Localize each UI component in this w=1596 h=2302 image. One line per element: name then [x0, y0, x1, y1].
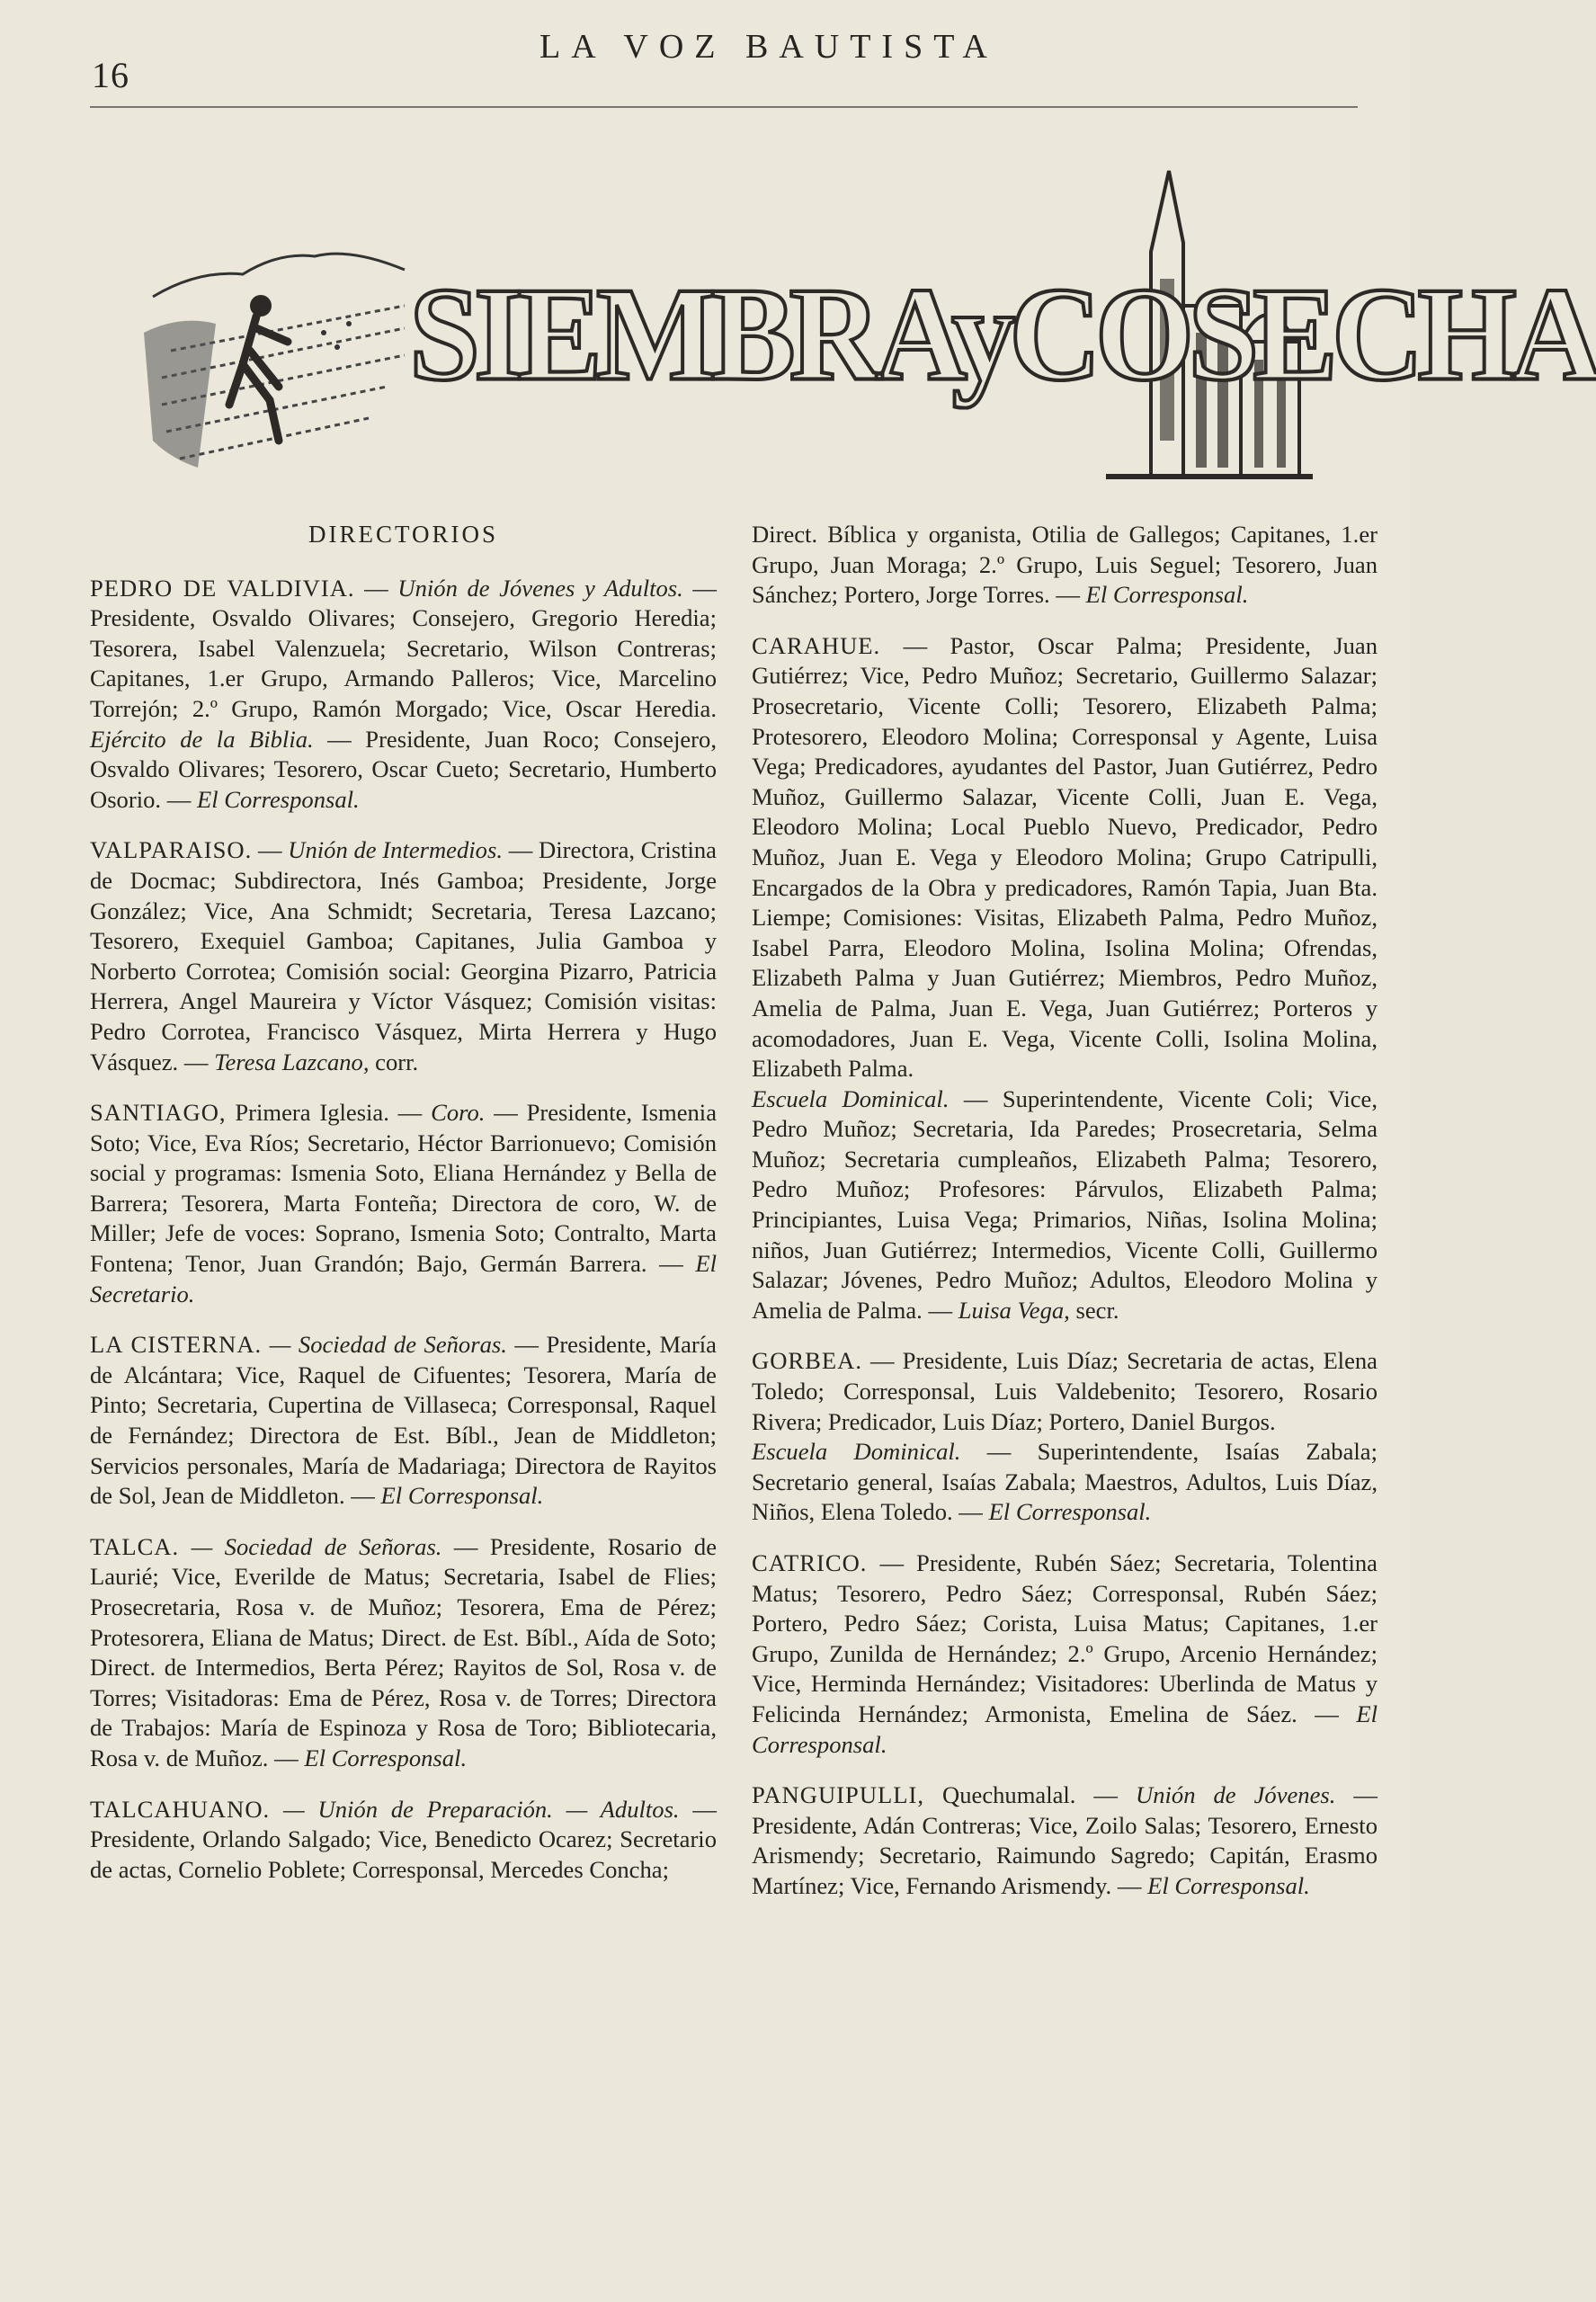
group-name: — Unión de Preparación. — Adultos.: [283, 1795, 680, 1823]
group-name: Escuela Dominical.: [752, 1438, 961, 1466]
place-name: CATRICO.: [752, 1549, 868, 1576]
group-name: Ejército de la Biblia.: [90, 725, 314, 753]
signature: El Corresponsal.: [380, 1482, 544, 1510]
entry-text: — Presidente, Orlando Salgado; Vice, Benedicto Ocarez; Secretario de actas, Cornelio Poblete; Corresponsal, Mercedes Concha;: [90, 1795, 718, 1883]
place-suffix: Primera Iglesia. —: [235, 1099, 423, 1127]
entry-text: — Presidente, Luis Díaz; Secretaria de actas, Elena Toledo; Corresponsal, Luis Valdebenito; Tesorero, Rosario Rivera; Predicador, Luis Díaz; Portero, Daniel Burgos.: [752, 1347, 1378, 1435]
right-column: [752, 520, 1378, 1923]
place-name: VALPARAISO.: [90, 836, 253, 864]
signature-suffix: corr.: [375, 1048, 419, 1075]
group-name: Coro.: [431, 1099, 486, 1127]
signature: El Corresponsal.: [1147, 1871, 1310, 1899]
entry-talcahuano-continued: [752, 520, 1378, 611]
signature: El Corresponsal.: [988, 1498, 1152, 1526]
entry-text: — Superintendente, Vicente Coli; Vice, Pedro Muñoz; Secretaria, Ida Paredes; Prosecretaria, Selma Muñoz; Secretaria cumpleaños, Elizabeth Palma; Tesorero, Pedro Muñoz; Profesores: Párvulos, Elizabeth Palma; Principiantes, Luisa Vega; Primarios, Niñas, Isolina Molina; niños, Juan Gutiérrez; Intermedios, Vicente Colli, Guillermo Salazar; Jóvenes, Pedro Muñoz; Adultos, Eleodoro Molina y Amelia de Palma. —: [752, 1084, 1378, 1324]
signature: El Corresponsal.: [196, 785, 360, 813]
place-name: TALCA.: [90, 1532, 180, 1560]
entry-catrico: [752, 1548, 1378, 1760]
entry-pedro-de-valdivia: PEDRO DE VALDIVIA. — Unión de Jóvenes y Adultos. — Presidente, Osvaldo Olivares; Consejero, Gregorio Heredia; Tesorera, Isabel Valenzuela; Secretario, Wilson Contreras; Capitanes, 1.er Grupo, Armando Palleros; Vice, Marcelino Torrejón; 2.º Grupo, Ramón Morgado; Vice, Oscar Heredia. Ejército de la Biblia. — Presidente, Juan Roco; Consejero, Osvaldo Olivares; Tesorero, Oscar Cueto; Secretario, Humberto Osorio. — El Corresponsal.: [90, 574, 717, 813]
place-name: TALCAHUANO.: [90, 1795, 271, 1823]
group-name: Unión de Jóvenes.: [1136, 1781, 1336, 1809]
place-name: CARAHUE.: [752, 631, 881, 659]
page-number: 16: [92, 55, 129, 95]
group-name: Unión de Jóvenes y Adultos.: [397, 574, 683, 602]
signature: El Corresponsal.: [752, 1700, 1378, 1758]
entry-gorbea: [752, 1346, 1378, 1528]
signature: Teresa Lazcano,: [214, 1048, 370, 1075]
entry-talcahuano: [90, 1795, 717, 1886]
section-banner: [144, 171, 1596, 486]
entry-text: — Presidente, Adán Contreras; Vice, Zoilo Salas; Tesorero, Ernesto Arismendy; Secretario, Raimundo Sagredo; Capitán, Erasmo Martínez; Vice, Fernando Arismendy. —: [752, 1781, 1378, 1899]
entry-text: Direct. Bíblica y organista, Otilia de Gallegos; Capitanes, 1.er Grupo, Juan Moraga; 2.º Grupo, Luis Seguel; Tesorero, Juan Sánchez; Portero, Jorge Torres. —: [752, 521, 1378, 609]
entry-text: — Superintendente, Isaías Zabala; Secretario general, Isaías Zabala; Maestros, Adultos, Luis Díaz, Niños, Elena Toledo. —: [752, 1438, 1378, 1526]
entry-text: — Presidente, Rubén Sáez; Secretaria, Tolentina Matus; Tesorero, Pedro Sáez; Corresponsal, Rubén Sáez; Portero, Pedro Sáez; Corista, Luisa Matus; Capitanes, 1.er Grupo, Zunilda de Hernández; 2.º Grupo, Arcenio Hernández; Vice, Herminda Hernández; Visitadores: Uberlinda de Matus y Felicinda Hernández; Armonista, Emelina de Sáez. —: [752, 1549, 1378, 1727]
entry-text: — Presidente, Juan Roco; Consejero, Osvaldo Olivares; Tesorero, Oscar Cueto; Secretario, Humberto Osorio. —: [90, 725, 717, 813]
signature-suffix: secr.: [1075, 1296, 1119, 1324]
place-name: PANGUIPULLI,: [752, 1781, 925, 1809]
entry-la-cisterna: [90, 1330, 717, 1512]
place-name: SANTIAGO,: [90, 1099, 227, 1127]
group-name: — Sociedad de Señoras.: [191, 1532, 442, 1560]
group-name: Unión de Intermedios.: [288, 836, 503, 864]
signature: Luisa Vega,: [958, 1296, 1070, 1324]
group-name: — Sociedad de Señoras.: [269, 1331, 507, 1359]
entry-text: — Pastor, Oscar Palma; Presidente, Juan Gutiérrez; Vice, Pedro Muñoz; Secretario, Guillermo Salazar; Prosecretario, Vicente Colli; Tesorero, Elizabeth Palma; Protesorero, Eleodoro Molina; Corresponsal y Agente, Luisa Vega; Predicadores, ayudantes del Pastor, Juan Gutiérrez, Pedro Muñoz, Guillermo Salazar, Vicente Colli, Juan E. Vega, Eleodoro Molina; Local Pueblo Nuevo, Predicador, Pedro Muñoz, Juan E. Vega y Eleodoro Molina; Grupo Catripulli, Encargados de la Obra y predicadores, Ramón Tapia, Juan Bta. Liempe; Comisiones: Visitas, Elizabeth Palma, Pedro Muñoz, Isabel Parra, Eleodoro Molina, Isolina Molina; Ofrendas, Elizabeth Palma y Juan Gutiérrez; Miembros, Pedro Muñoz, Amelia de Palma, Juan E. Vega, Juan Gutiérrez; Porteros y acomodadores, Juan E. Vega, Vicente Colli, Isolina Molina, Elizabeth Palma.: [752, 631, 1378, 1083]
left-column: [90, 520, 717, 1905]
place-name: GORBEA.: [752, 1347, 862, 1375]
place-name: LA CISTERNA.: [90, 1331, 263, 1359]
entry-valparaiso: VALPARAISO. — Unión de Intermedios. — Directora, Cristina de Docmac; Subdirectora, Inés Gamboa; Presidente, Jorge González; Vice, Ana Schmidt; Secretaria, Teresa Lazcano; Tesorero, Exequiel Gamboa; Capitanes, Julia Gamboa y Norberto Corrotea; Comisión social: Georgina Pizarro, Patricia Herrera, Angel Maureira y Víctor Vásquez; Comisión visitas: Pedro Corrotea, Francisco Vásquez, Mirta Herrera y Hugo Vásquez. — Teresa Lazcano, corr.: [90, 836, 717, 1075]
entry-text: — Directora, Cristina de Docmac; Subdirectora, Inés Gamboa; Presidente, Jorge González; Vice, Ana Schmidt; Secretaria, Teresa Lazcano; Tesorero, Exequiel Gamboa; Capitanes, Julia Gamboa y Norberto Corrotea; Comisión social: Georgina Pizarro, Patricia Herrera, Angel Maureira y Víctor Vásquez; Comisión visitas: Pedro Corrotea, Francisco Vásquez, Mirta Herrera y Hugo Vásquez. —: [90, 836, 717, 1075]
farmer-field-illustration: [144, 171, 414, 486]
entry-text: — Presidente, María de Alcántara; Vice, Raquel de Cifuentes; Tesorera, María de Pinto; Secretaria, Cupertina de Villaseca; Corresponsal, Raquel de Fernández; Directora de Est. Bíbl., Jean de Middleton; Servicios personales, María de Madariaga; Directora de Rayitos de Sol, Jean de Middleton. —: [90, 1331, 717, 1510]
signature: El Corresponsal.: [1085, 581, 1249, 609]
entry-talca: [90, 1532, 717, 1774]
entry-text: — Presidente, Rosario de Laurié; Vice, Everilde de Matus; Secretaria, Isabel de Flies; Prosecretaria, Rosa v. de Muñoz; Tesorera, Ema de Pérez; Protesorera, Eliana de Matus; Direct. de Est. Bíbl., Aída de Soto; Direct. de Intermedios, Berta Pérez; Rayitos de Sol, Rosa v. de Torres; Visitadoras: Ema de Pérez, Rosa v. de Torres; Directora de Trabajos: María de Espinoza y Rosa de Toro; Bibliotecaria, Rosa v. de Muñoz. —: [90, 1532, 718, 1771]
entry-text: — Presidente, Osvaldo Olivares; Consejero, Gregorio Heredia; Tesorera, Isabel Valenzuela; Secretario, Wilson Contreras; Capitanes, 1.er Grupo, Armando Palleros; Vice, Marcelino Torrejón; 2.º Grupo, Ramón Morgado; Vice, Oscar Heredia.: [90, 574, 717, 722]
banner-title: SIEMBRAyCOSECHA: [409, 259, 1596, 409]
group-name: Escuela Dominical.: [752, 1084, 950, 1112]
signature: El Secretario.: [90, 1250, 717, 1307]
signature: El Corresponsal.: [304, 1744, 468, 1771]
section-heading: DIRECTORIOS: [308, 521, 499, 548]
place-suffix: Quechumalal. —: [942, 1781, 1119, 1809]
entry-panguipulli: [752, 1780, 1378, 1901]
entry-santiago: [90, 1098, 717, 1309]
entry-carahue: [752, 631, 1378, 1326]
publication-title: LA VOZ BAUTISTA: [539, 28, 998, 66]
header-rule: [90, 106, 1358, 108]
place-name: PEDRO DE VALDIVIA.: [90, 574, 355, 602]
entry-text: — Presidente, Ismenia Soto; Vice, Eva Ríos; Secretario, Héctor Barrionuevo; Comisión social y programas: Ismenia Soto, Eliana Hernández y Bella de Barrera; Tesorera, Marta Fonteña; Directora de coro, W. de Miller; Jefe de voces: Soprano, Ismenia Soto; Contralto, Marta Fontena; Tenor, Juan Grandón; Bajo, Germán Barrera. —: [90, 1099, 718, 1278]
